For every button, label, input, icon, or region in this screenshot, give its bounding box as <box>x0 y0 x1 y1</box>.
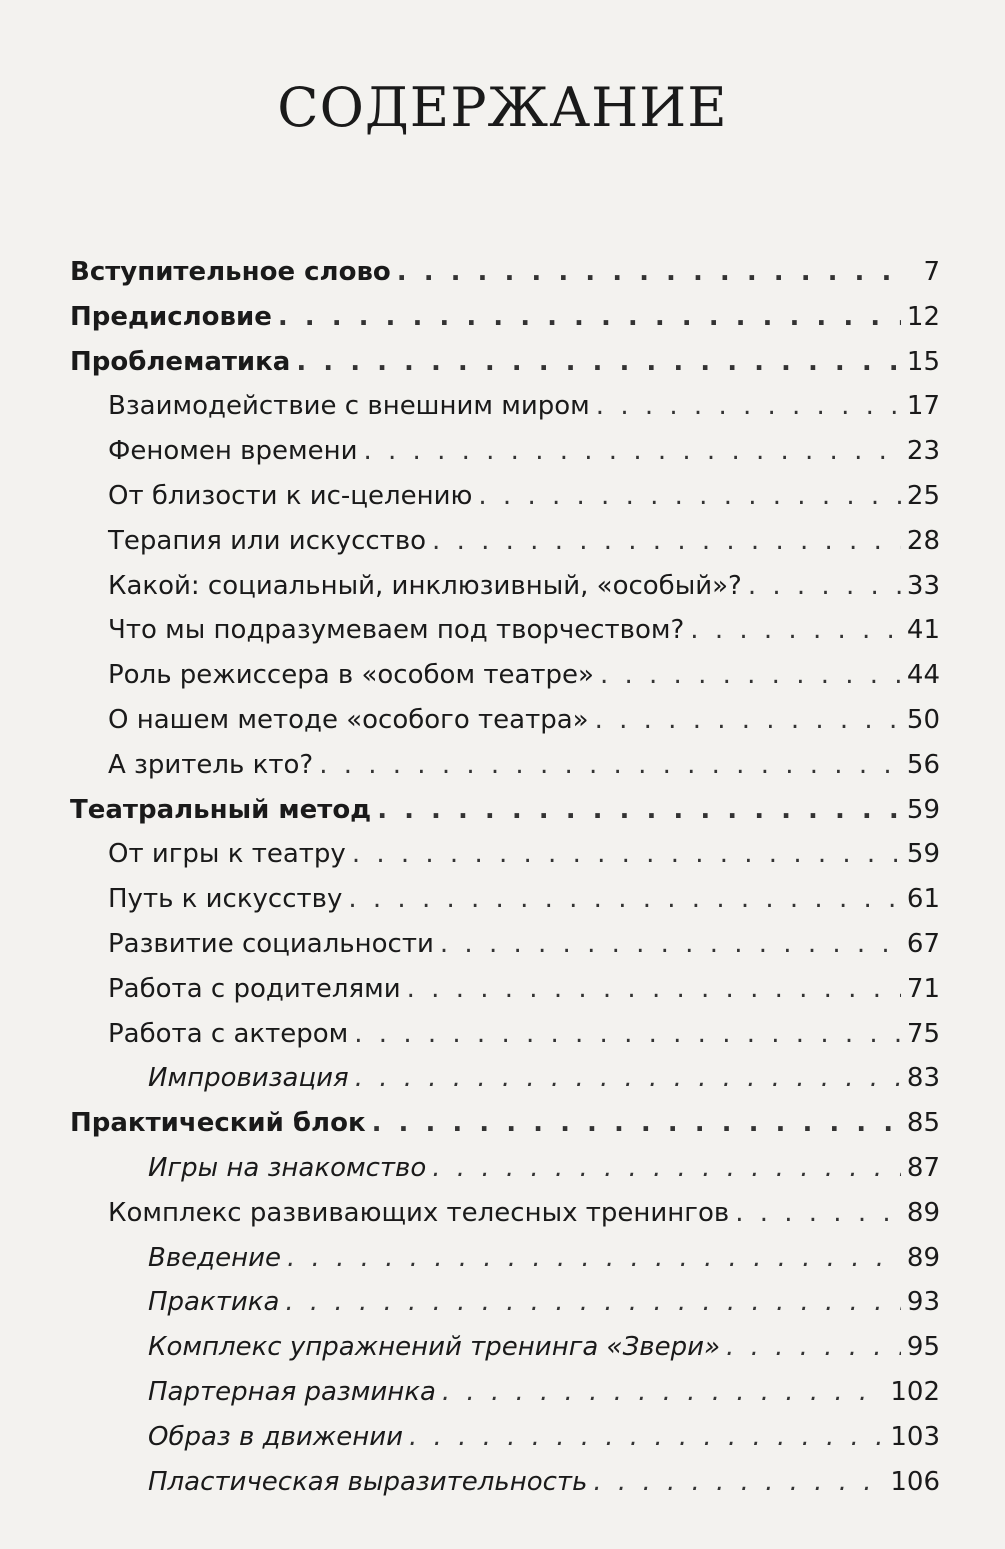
toc-entry-label: Работа с актером <box>108 1019 349 1049</box>
toc-entry-label: Роль режиссера в «особом театре» <box>108 660 594 690</box>
toc-entry <box>108 872 940 916</box>
dot-leader <box>348 882 901 916</box>
toc-entry <box>108 1007 940 1051</box>
toc-entry-label: Практика <box>148 1287 280 1317</box>
toc-entry-page-number: 15 <box>906 347 940 377</box>
dot-leader <box>735 1196 901 1230</box>
dot-leader <box>726 1330 901 1364</box>
toc-entry <box>108 379 940 423</box>
toc-entry <box>70 290 940 334</box>
toc-entry-label: Партерная разминка <box>148 1377 436 1407</box>
toc-entry <box>148 1231 940 1275</box>
toc-entry <box>148 1141 940 1185</box>
toc-entry-label: Театральный метод <box>70 795 372 825</box>
dot-leader <box>364 434 901 468</box>
dot-leader <box>748 569 901 603</box>
dot-leader <box>377 793 901 827</box>
dot-leader <box>442 1375 884 1409</box>
toc-entry-page-number: 56 <box>906 750 940 780</box>
toc-entry-label: От близости к ис-целению <box>108 481 473 511</box>
dot-leader <box>319 748 901 782</box>
dot-leader <box>440 927 901 961</box>
toc-entry-page-number: 71 <box>906 974 940 1004</box>
toc-entry-page-number: 103 <box>890 1422 940 1452</box>
toc-entry <box>70 335 940 379</box>
toc-entry <box>108 648 940 692</box>
toc-entry <box>108 424 940 468</box>
toc-entry-page-number: 59 <box>906 795 940 825</box>
toc-entry-page-number: 7 <box>923 257 940 287</box>
toc-entry-label: Путь к искусству <box>108 884 343 914</box>
toc-entry <box>148 1320 940 1364</box>
dot-leader <box>354 1017 901 1051</box>
toc-entry-label: Комплекс развивающих телесных тренингов <box>108 1198 730 1228</box>
toc-entry-label: Пластическая выразительность <box>148 1467 588 1497</box>
toc-entry <box>108 469 940 513</box>
toc-entry-label: От игры к театру <box>108 839 346 869</box>
dot-leader <box>287 1241 901 1275</box>
toc-entry-page-number: 83 <box>906 1063 940 1093</box>
dot-leader <box>409 1420 884 1454</box>
toc-entry <box>70 245 940 289</box>
dot-leader <box>596 389 901 423</box>
dot-leader <box>355 1061 901 1095</box>
toc-entry-page-number: 12 <box>906 302 940 332</box>
dot-leader <box>397 255 904 289</box>
toc-entry-page-number: 67 <box>906 929 940 959</box>
toc-entry <box>148 1051 940 1095</box>
toc-entry <box>70 1096 940 1140</box>
toc-entry-page-number: 59 <box>906 839 940 869</box>
toc-entry-page-number: 87 <box>906 1153 940 1183</box>
toc-entry-page-number: 89 <box>906 1243 940 1273</box>
toc-entry-label: Работа с родителями <box>108 974 401 1004</box>
toc-entry-page-number: 93 <box>906 1287 940 1317</box>
toc-entry-label: Какой: социальный, инклюзивный, «особый»? <box>108 571 742 601</box>
toc-entry-label: Комплекс упражнений тренинга «Звери» <box>148 1332 721 1362</box>
dot-leader <box>600 658 901 692</box>
toc-entry-page-number: 33 <box>906 571 940 601</box>
toc-entry-label: Проблематика <box>70 347 291 377</box>
toc-entry-page-number: 85 <box>906 1108 940 1138</box>
toc-entry-page-number: 50 <box>906 705 940 735</box>
toc-entry-label: Вступительное слово <box>70 257 391 287</box>
toc-entry-page-number: 25 <box>906 481 940 511</box>
toc-entry-label: Терапия или искусство <box>108 526 427 556</box>
toc-entry <box>108 827 940 871</box>
dot-leader <box>372 1106 901 1140</box>
toc-entry-label: Феномен времени <box>108 436 358 466</box>
dot-leader <box>432 524 901 558</box>
toc-entry-page-number: 41 <box>906 615 940 645</box>
dot-leader <box>296 345 901 379</box>
toc-entry-page-number: 44 <box>906 660 940 690</box>
toc-entry <box>148 1275 940 1319</box>
toc-entry <box>148 1410 940 1454</box>
toc-entry <box>108 738 940 782</box>
dot-leader <box>278 300 901 334</box>
toc-entry-page-number: 75 <box>906 1019 940 1049</box>
toc-entry <box>108 559 940 603</box>
toc-entry <box>108 514 940 558</box>
toc-entry <box>108 962 940 1006</box>
toc-entry <box>108 917 940 961</box>
toc-entry-page-number: 102 <box>890 1377 940 1407</box>
toc-entry <box>148 1365 940 1409</box>
toc-entry <box>70 783 940 827</box>
toc-entry-label: Практический блок <box>70 1108 366 1138</box>
toc-entry-label: Введение <box>148 1243 282 1273</box>
toc-entry-label: Образ в движении <box>148 1422 404 1452</box>
dot-leader <box>285 1285 901 1319</box>
toc-entry <box>148 1455 940 1499</box>
toc-entry <box>108 1186 940 1230</box>
toc-entry <box>108 603 940 647</box>
toc-entry <box>108 693 940 737</box>
toc-entry-label: О нашем методе «особого театра» <box>108 705 589 735</box>
dot-leader <box>478 479 901 513</box>
toc-entry-label: Что мы подразумеваем под творчеством? <box>108 615 685 645</box>
toc-entry-page-number: 17 <box>906 391 940 421</box>
toc-entry-page-number: 89 <box>906 1198 940 1228</box>
dot-leader <box>352 837 901 871</box>
toc-entry-label: Развитие социальности <box>108 929 434 959</box>
toc-entry-label: Игры на знакомство <box>148 1153 427 1183</box>
toc-entry-label: Взаимодействие с внешним миром <box>108 391 590 421</box>
toc-entry-page-number: 95 <box>906 1332 940 1362</box>
toc-entry-page-number: 106 <box>890 1467 940 1497</box>
dot-leader <box>595 703 901 737</box>
dot-leader <box>432 1151 901 1185</box>
toc-entry-label: А зритель кто? <box>108 750 314 780</box>
dot-leader <box>690 613 901 647</box>
page-title: СОДЕРЖАНИЕ <box>277 76 728 140</box>
dot-leader <box>593 1465 884 1499</box>
toc-entry-page-number: 61 <box>906 884 940 914</box>
toc-entry-label: Предисловие <box>70 302 272 332</box>
toc-entry-page-number: 28 <box>906 526 940 556</box>
toc-entry-label: Импровизация <box>148 1063 349 1093</box>
dot-leader <box>407 972 901 1006</box>
toc-entry-page-number: 23 <box>906 436 940 466</box>
